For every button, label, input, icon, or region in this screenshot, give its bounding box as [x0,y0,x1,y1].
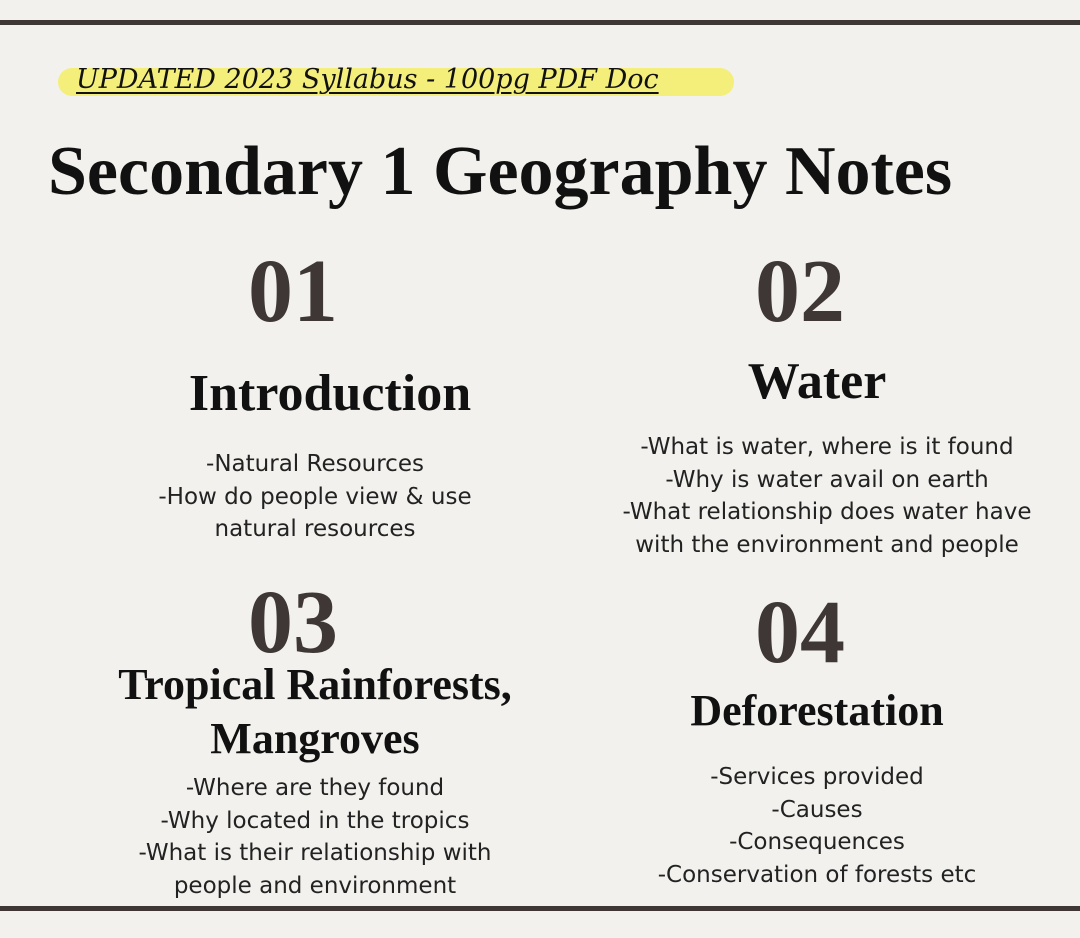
section-2-point: -Why is water avail on earth [665,466,989,493]
section-3-heading-line: Mangroves [210,714,420,763]
section-2-point: -What relationship does water have [622,499,1032,525]
section-3-point: people and environment [173,872,457,899]
section-4-point: -Causes [771,796,863,823]
section-2-point: with the environment and people [635,531,1019,558]
section-2-number: 02 [755,242,845,341]
section-4-point: -Conservation of forests etc [657,861,977,888]
section-4-heading-line: Deforestation [690,686,944,735]
section-3-point: -Where are they found [185,775,445,801]
section-2-point: -What is water, where is it found [640,434,1014,460]
top-border-rule [0,20,1080,25]
section-4-number: 04 [755,583,845,682]
page-title: Secondary 1 Geography Notes [48,133,953,210]
section-4-heading [557,684,1077,738]
section-1-point: -Natural Resources [206,451,424,477]
section-4-points [557,761,1077,891]
section-1-number: 01 [248,242,338,341]
section-3-heading-line: Tropical Rainforests, [118,660,512,709]
section-1-point: natural resources [214,516,416,542]
section-4-point: -Services provided [710,764,924,790]
section-3-points [55,772,575,902]
section-2-heading-line: Water [747,353,887,410]
section-3-point: -Why located in the tropics [160,807,470,834]
section-4-point: -Consequences [729,829,905,855]
bottom-border-rule [0,906,1080,911]
banner-text: UPDATED 2023 Syllabus - 100pg PDF Doc [76,64,659,95]
section-3-number: 03 [248,573,338,672]
section-3-point: -What is their relationship with [138,840,492,866]
syllabus-banner [58,62,736,100]
section-1-heading [70,366,590,422]
section-1-heading-line: Introduction [188,365,472,422]
section-3-heading [55,658,575,766]
section-1-point: -How do people view & use [158,483,472,510]
section-1-points [55,448,575,546]
section-2-heading [557,354,1077,410]
section-2-points [567,431,1080,561]
